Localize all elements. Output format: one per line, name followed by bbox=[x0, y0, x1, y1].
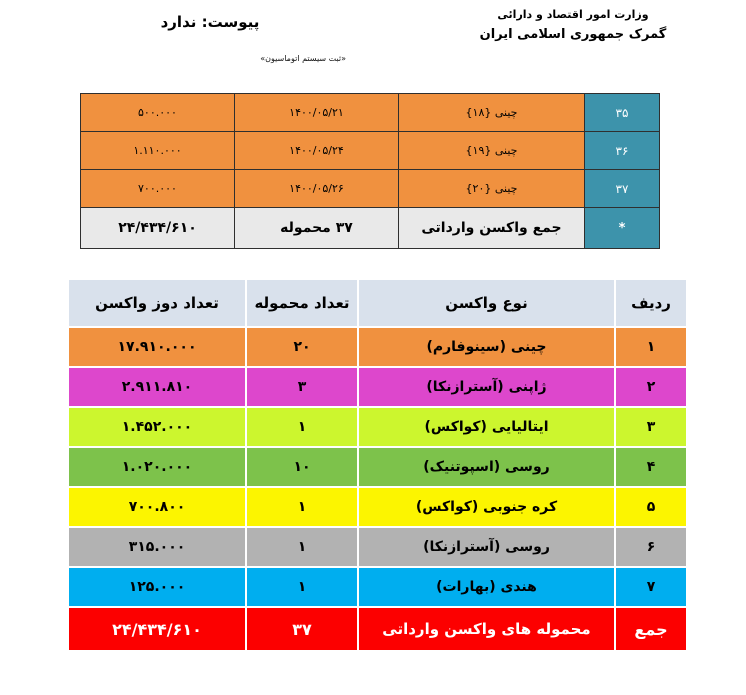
cell-index: ۲ bbox=[616, 368, 686, 406]
table-two-body bbox=[69, 280, 686, 650]
total-index: جمع bbox=[616, 608, 686, 650]
cell-index: ۳۶ bbox=[585, 132, 660, 170]
cell-type: کره جنوبی (کواکس) bbox=[359, 488, 614, 526]
table-total-row bbox=[69, 608, 686, 650]
cell-index: ۱ bbox=[616, 328, 686, 366]
cell-shipments: ۱۰ bbox=[247, 448, 357, 486]
table-row bbox=[69, 368, 686, 406]
cell-type: چینی {۱۸} bbox=[399, 94, 585, 132]
column-header-shipments: تعداد محموله bbox=[247, 280, 357, 326]
cell-doses: ۲.۹۱۱.۸۱۰ bbox=[69, 368, 245, 406]
table-row bbox=[69, 408, 686, 446]
cell-index: ۴ bbox=[616, 448, 686, 486]
cell-type: چینی {۲۰} bbox=[399, 170, 585, 208]
cell-shipments: ۲۰ bbox=[247, 328, 357, 366]
column-header-index: ردیف bbox=[616, 280, 686, 326]
cell-amount: ۱.۱۱۰.۰۰۰ bbox=[81, 132, 235, 170]
document-header bbox=[0, 0, 746, 88]
customs-organization-title: گمرک جمهوری اسلامی ایران bbox=[479, 27, 667, 42]
cell-shipments: ۱ bbox=[247, 528, 357, 566]
column-header-type: نوع واکسن bbox=[359, 280, 614, 326]
total-shipments: ۳۷ bbox=[247, 608, 357, 650]
table-row bbox=[69, 568, 686, 606]
total-label: جمع واکسن وارداتی bbox=[399, 208, 585, 249]
table-total-row bbox=[81, 208, 660, 249]
cell-date: ۱۴۰۰/۰۵/۲۱ bbox=[235, 94, 399, 132]
table-row bbox=[69, 488, 686, 526]
cell-doses: ۱۷.۹۱۰.۰۰۰ bbox=[69, 328, 245, 366]
table-row bbox=[81, 132, 660, 170]
vaccine-shipment-continuation-table bbox=[80, 93, 660, 249]
cell-index: ۳۷ bbox=[585, 170, 660, 208]
cell-type: ژاپنی (آسترازنکا) bbox=[359, 368, 614, 406]
cell-shipments: ۱ bbox=[247, 408, 357, 446]
cell-index: ۳۵ bbox=[585, 94, 660, 132]
cell-type: هندی (بهارات) bbox=[359, 568, 614, 606]
cell-date: ۱۴۰۰/۰۵/۲۴ bbox=[235, 132, 399, 170]
cell-type: روسی (اسپوتنیک) bbox=[359, 448, 614, 486]
vaccine-summary-table bbox=[67, 278, 688, 652]
cell-shipments: ۱ bbox=[247, 488, 357, 526]
cell-index: ۵ bbox=[616, 488, 686, 526]
organization-header-block bbox=[408, 6, 738, 46]
total-shipments: ۳۷ محموله bbox=[235, 208, 399, 249]
attachment-label: پیوست: ندارد bbox=[160, 13, 260, 31]
total-doses: ۲۴/۴۳۴/۶۱۰ bbox=[69, 608, 245, 650]
cell-type: روسی (آسترازنکا) bbox=[359, 528, 614, 566]
cell-doses: ۱۲۵.۰۰۰ bbox=[69, 568, 245, 606]
cell-type: ایتالیایی (کواکس) bbox=[359, 408, 614, 446]
cell-shipments: ۱ bbox=[247, 568, 357, 606]
cell-doses: ۱.۴۵۲.۰۰۰ bbox=[69, 408, 245, 446]
cell-shipments: ۳ bbox=[247, 368, 357, 406]
cell-index: ۷ bbox=[616, 568, 686, 606]
cell-doses: ۳۱۵.۰۰۰ bbox=[69, 528, 245, 566]
ministry-title: وزارت امور اقتصاد و دارائی bbox=[497, 8, 649, 21]
cell-doses: ۷۰۰.۸۰۰ bbox=[69, 488, 245, 526]
table-row bbox=[69, 528, 686, 566]
total-index: * bbox=[585, 208, 660, 249]
cell-index: ۳ bbox=[616, 408, 686, 446]
cell-type: چینی (سینوفارم) bbox=[359, 328, 614, 366]
table-row bbox=[81, 170, 660, 208]
cell-type: چینی {۱۹} bbox=[399, 132, 585, 170]
cell-amount: ۷۰۰.۰۰۰ bbox=[81, 170, 235, 208]
cell-date: ۱۴۰۰/۰۵/۲۶ bbox=[235, 170, 399, 208]
table-row bbox=[69, 448, 686, 486]
automation-stamp-label: «ثبت سیستم اتوماسیون» bbox=[260, 54, 346, 63]
total-amount: ۲۴/۴۳۴/۶۱۰ bbox=[81, 208, 235, 249]
table-one-body bbox=[81, 94, 660, 249]
total-label: محموله های واکسن وارداتی bbox=[359, 608, 614, 650]
cell-doses: ۱.۰۲۰.۰۰۰ bbox=[69, 448, 245, 486]
cell-amount: ۵۰۰.۰۰۰ bbox=[81, 94, 235, 132]
table-row bbox=[81, 94, 660, 132]
table-header-row bbox=[69, 280, 686, 326]
column-header-doses: تعداد دوز واکسن bbox=[69, 280, 245, 326]
table-row bbox=[69, 328, 686, 366]
cell-index: ۶ bbox=[616, 528, 686, 566]
attachment-header-block bbox=[70, 10, 350, 63]
